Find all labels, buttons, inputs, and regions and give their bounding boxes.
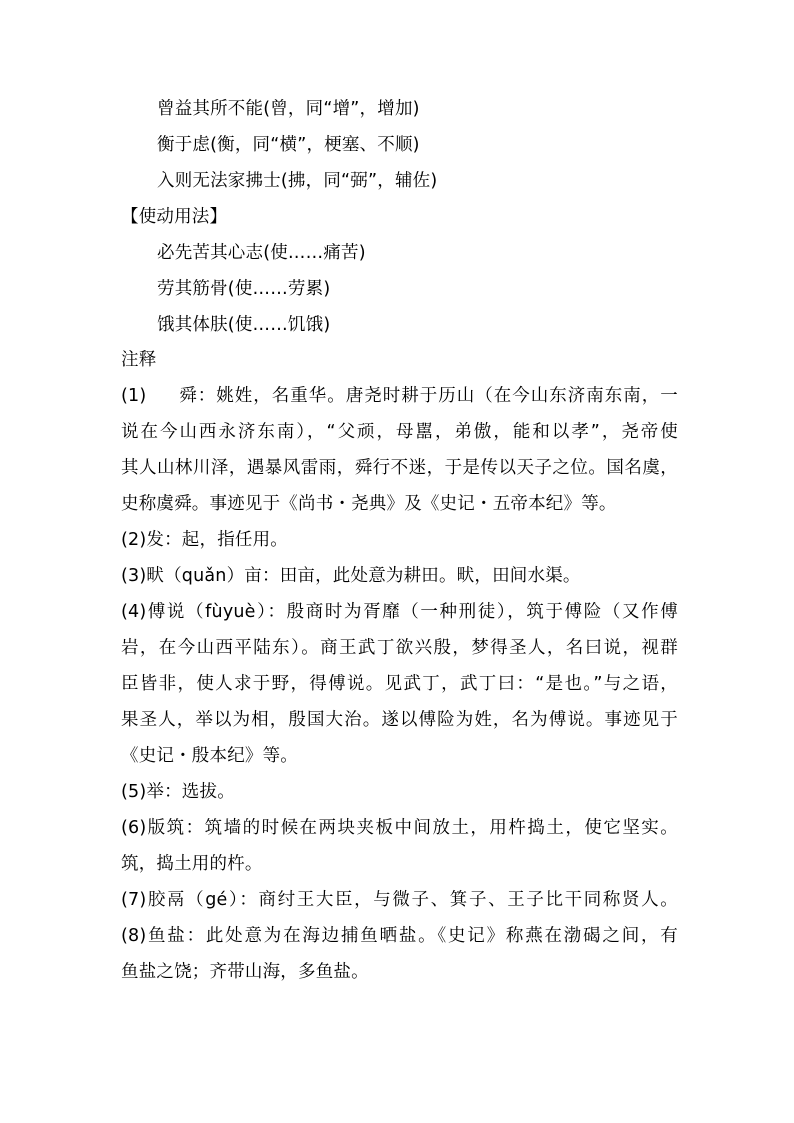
note-2: (2)发：起，指任用。 [121,530,288,550]
text-line-e-qi: 饿其体肤(使……饥饿) [157,315,331,335]
note-6-line-2: 筑，捣土用的杵。 [121,854,263,874]
text-line-bi-xian: 必先苦其心志(使……痛苦) [157,243,366,263]
note-1-line-4: 史称虞舜。事迹见于《尚书・尧典》及《史记・五帝本纪》等。 [121,494,617,514]
text-line-ru-ze: 入则无法家拂士(拂，同“弼”，辅佐) [157,171,438,191]
note-4-line-1: (4)傅说（fùyuè）：殷商时为胥靡（一种刑徒），筑于傅险（又作傅 [121,602,678,622]
note-8-line-2: 鱼盐之饶；齐带山海，多鱼盐。 [121,962,369,982]
note-3: (3)畎（quǎn）亩：田亩，此处意为耕田。畎，田间水渠。 [121,566,581,586]
note-1-line-3: 其人山林川泽，遇暴风雷雨，舜行不迷，于是传以天子之位。国名虞， [121,458,678,478]
note-1-line-2: 说在今山西永济东南），“父顽，母嚚，弟傲，能和以孝”，尧帝使 [121,422,678,442]
text-line-heng-yu-lv: 衡于虑(衡，同“横”，梗塞、不顺) [157,135,420,155]
note-1-line-1: (1) 舜：姚姓，名重华。唐尧时耕于历山（在今山东济南东南，一 [121,386,678,406]
note-4-line-2: 岩，在今山西平陆东）。商王武丁欲兴殷，梦得圣人，名曰说，视群 [121,638,678,658]
text-line-zeng-yi: 曾益其所不能(曾，同“增”，增加) [157,99,420,119]
note-5: (5)举：选拔。 [121,782,235,802]
note-4-line-3: 臣皆非，使人求于野，得傅说。见武丁，武丁曰：“是也。”与之语， [121,674,678,694]
text-line-lao-qi: 劳其筋骨(使……劳累) [157,279,331,299]
note-8-line-1: (8)鱼盐：此处意为在海边捕鱼晒盐。《史记》称燕在渤碣之间，有 [121,926,678,946]
note-7: (7)胶鬲（gé）：商纣王大臣，与微子、箕子、王子比干同称贤人。 [121,890,678,910]
note-4-line-4: 果圣人，举以为相，殷国大治。遂以傅险为姓，名为傅说。事迹见于 [121,710,678,730]
note-6-line-1: (6)版筑：筑墙的时候在两块夹板中间放土，用杵捣土，使它坚实。 [121,818,678,838]
note-4-line-5: 《史记・殷本纪》等。 [121,746,298,766]
section-heading-causative-usage: 【使动用法】 [121,207,228,227]
section-heading-notes: 注释 [121,350,157,370]
